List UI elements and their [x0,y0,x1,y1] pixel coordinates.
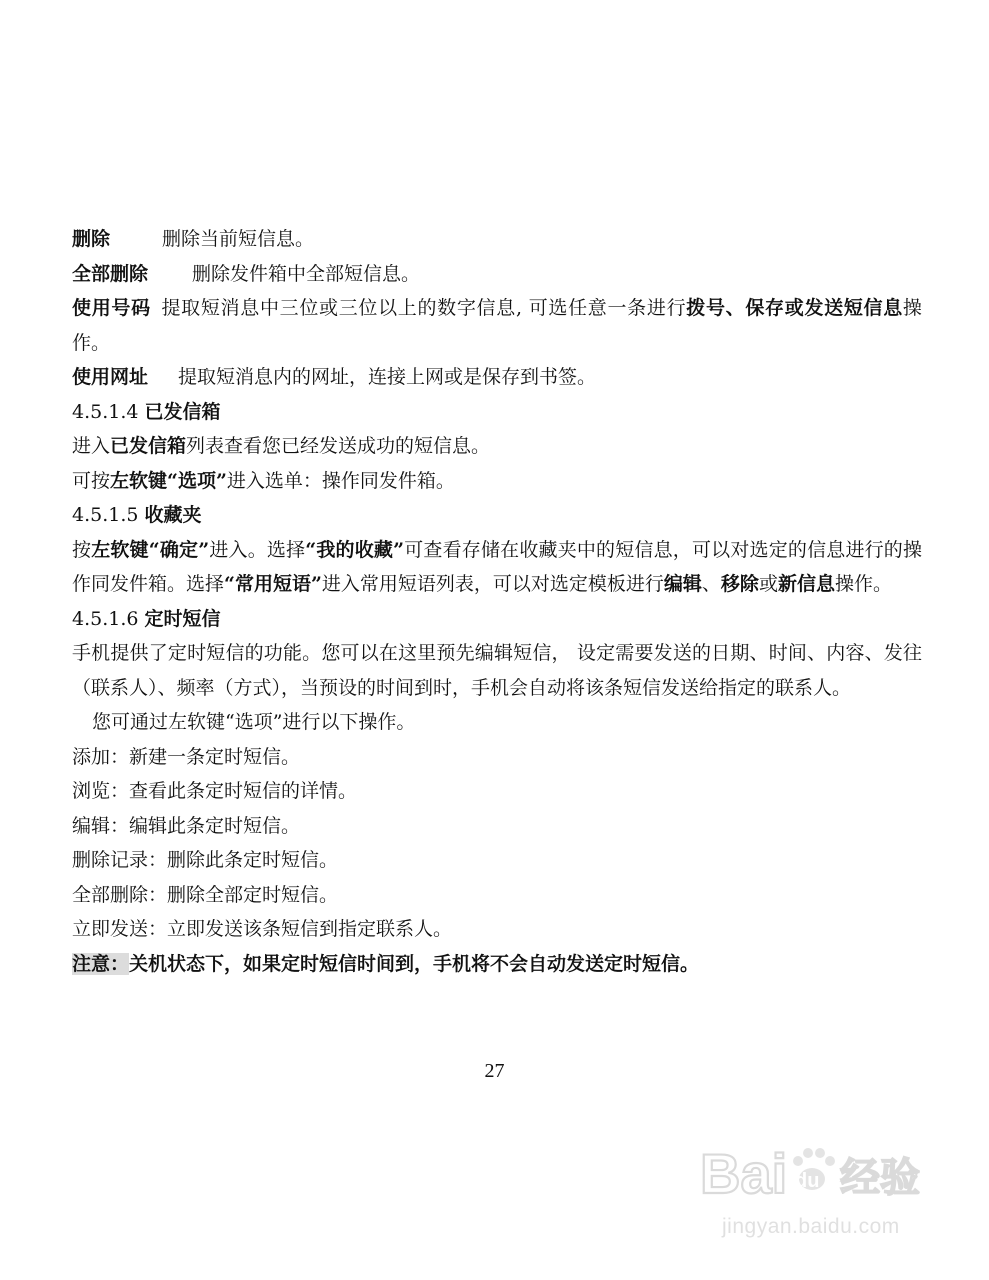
text: 进入 [72,435,111,457]
section-number: 4.5.1.6 [72,607,139,630]
text: 列表查看您已经发送成功的短信息。 [186,435,491,457]
timed-op-item: 全部删除：删除全部定时短信。 [72,883,339,906]
text: 进入。选择 [209,538,306,561]
bold-term: 拨号 [686,297,726,319]
bold-term: 左软键“确定” [91,538,210,561]
section-title: 定时短信 [144,607,221,630]
text: 进入常用短语列表，可以对选定模板进行 [321,573,664,595]
section-heading-fav [72,498,922,533]
item-label: 使用网址 [72,366,149,388]
bold-term: 编辑 [663,573,702,595]
text: 或 [758,573,778,595]
timed-op-item: 添加：新建一条定时短信。 [72,745,301,768]
watermark-url: jingyan.baidu.com [722,1215,900,1238]
bold-term: 新信息 [777,573,835,595]
bold-term: 已发信箱 [110,435,187,457]
text: 进入选单：操作同发件箱。 [226,469,455,492]
bold-term: 移除 [720,573,759,595]
bold-term: “我的收藏” [305,538,405,561]
item-delete [72,222,922,257]
page-number: 27 [484,1060,505,1082]
text: 操作。 [834,573,892,595]
timed-intro: 手机提供了定时短信的功能。您可以在这里预先编辑短信， 设定需要发送的日期、时间、内容、发往（联系人）、频率（方式），当预设的时间到时，手机会自动将该条短信发送给指定的联系人。 [72,642,922,699]
text: 按 [72,538,92,561]
svg-text:经验: 经验 [840,1155,920,1201]
baidu-watermark [700,1135,940,1255]
section-heading-timed [72,602,922,637]
item-tail: 操作。 [72,297,922,354]
timed-op-item: 立即发送：立即发送该条短信到指定联系人。 [72,918,453,940]
item-desc: 删除发件箱中全部短信息。 [192,262,421,285]
document-body [72,222,922,981]
item-delete-all [72,257,922,292]
bold-term: 发送短信息 [804,297,903,319]
note-label: 注意： [72,952,130,975]
section-heading-sent [72,395,922,430]
sent-line-1 [72,429,922,464]
svg-text:Bai: Bai [700,1142,788,1205]
item-desc: 提取短消息内的网址，连接上网或是保存到书签。 [178,366,597,388]
sent-line-2 [72,464,922,499]
text: 可查看存储在收藏夹中的短信息，可以对选定的信息进行的操作同发件箱。选择 [72,538,922,595]
text: 、 [701,573,721,595]
item-use-url [72,360,922,395]
separator: 、 [725,297,746,319]
section-number: 4.5.1.4 [72,400,139,423]
item-label: 使用号码 [72,297,151,319]
timed-op-item: 浏览：查看此条定时短信的详情。 [72,780,358,802]
svg-text:du: du [795,1170,820,1192]
timed-note [72,947,922,982]
separator: 或 [784,297,805,319]
bold-term: 左软键“选项” [110,469,227,492]
item-use-number [72,291,922,360]
item-label: 全部删除 [72,262,149,285]
item-label: 删除 [72,228,111,250]
timed-op-item: 删除记录：删除此条定时短信。 [72,849,339,871]
text: 可按 [72,469,111,492]
timed-ops-intro: 您可通过左软键“选项”进行以下操作。 [92,711,416,733]
section-title: 收藏夹 [144,504,202,526]
section-number: 4.5.1.5 [72,504,139,526]
bold-term: 保存 [745,297,785,319]
note-text: 关机状态下，如果定时短信时间到，手机将不会自动发送定时短信。 [129,952,700,975]
bold-term: “常用短语” [224,573,322,595]
item-desc: 提取短消息中三位或三位以上的数字信息, 可选任意一条进行 [160,297,687,319]
item-desc: 删除当前短信息。 [162,228,315,250]
timed-op-item: 编辑：编辑此条定时短信。 [72,814,301,837]
baidu-jingyan-logo [700,1135,940,1213]
fav-paragraph [72,533,922,602]
section-title: 已发信箱 [144,400,221,423]
